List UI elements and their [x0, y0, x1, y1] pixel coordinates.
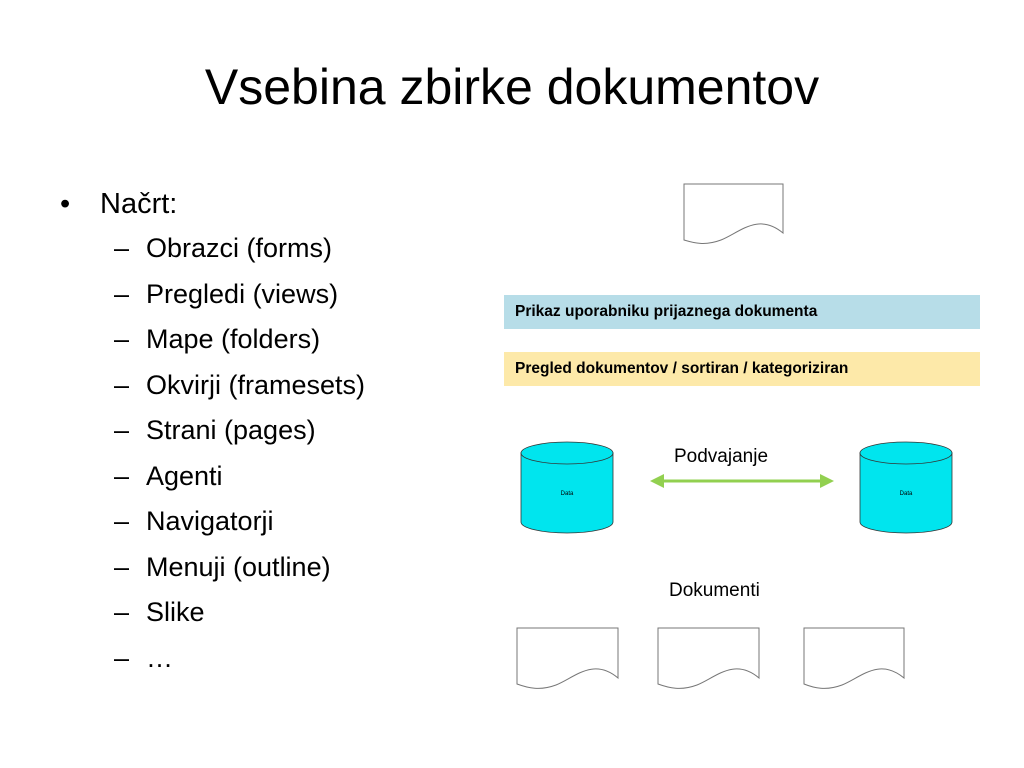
- slide-title: Vsebina zbirke dokumentov: [204, 59, 820, 115]
- outline-subitem-framesets: – Okvirji (framesets): [56, 363, 365, 409]
- outline-subitem-agents: – Agenti: [56, 454, 365, 500]
- outline-subitem-forms: – Obrazci (forms): [56, 226, 365, 272]
- database-right-label: Data: [899, 491, 913, 497]
- outline-subitem-ellipsis: – …: [56, 636, 365, 682]
- document-view-box: Pregled dokumentov / sortiran / kategoriziran: [504, 352, 980, 386]
- outline-subitem-navigators: – Navigatorji: [56, 499, 365, 545]
- outline-subitem-pages: – Strani (pages): [56, 408, 365, 454]
- outline-item-nacrt: • Načrt:: [56, 182, 365, 226]
- database-left-label: Data: [560, 491, 574, 497]
- outline-subitem-folders: – Mape (folders): [56, 317, 365, 363]
- database-right-icon: [860, 442, 952, 533]
- replication-label: Podvajanje: [674, 446, 769, 467]
- outline-subitem-views: – Pregledi (views): [56, 272, 365, 318]
- documents-label: Dokumenti: [669, 580, 760, 601]
- document-bottom-1-icon: [517, 628, 618, 688]
- document-bottom-2-icon: [658, 628, 759, 688]
- document-bottom-3-icon: [804, 628, 904, 688]
- user-friendly-display-box: Prikaz uporabniku prijaznega dokumenta: [504, 295, 980, 329]
- database-left-icon: [521, 442, 613, 533]
- outline-subitem-outline: – Menuji (outline): [56, 545, 365, 591]
- double-headed-arrow-icon: [650, 474, 834, 488]
- outline-subitem-images: – Slike: [56, 590, 365, 636]
- document-top-icon: [684, 184, 783, 243]
